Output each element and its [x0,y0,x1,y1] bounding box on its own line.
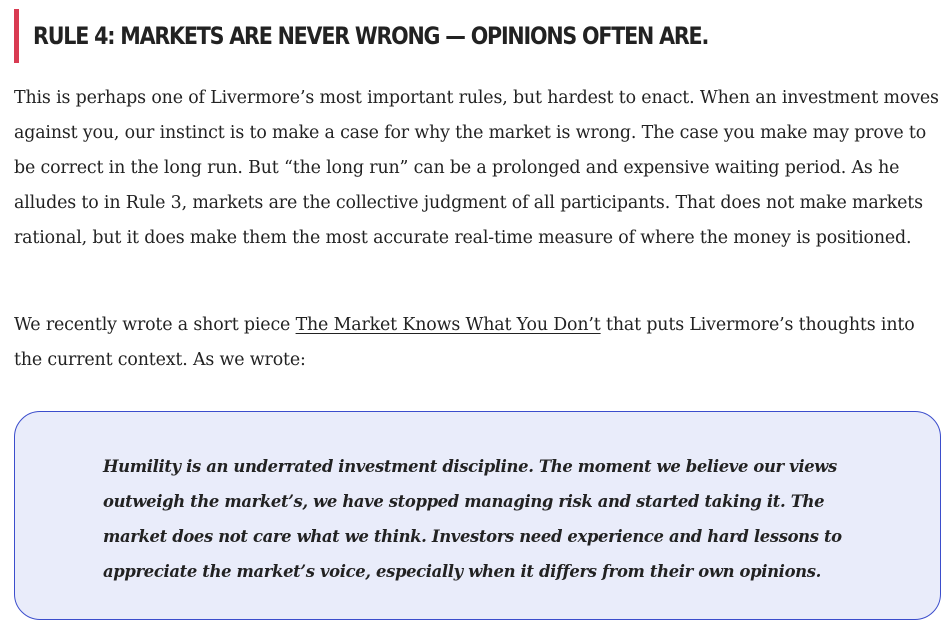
blockquote [14,411,941,620]
body-paragraph-2 [14,308,944,378]
section-heading-text: RULE 4: MARKETS ARE NEVER WRONG — OPINIONS OFTEN ARE. [33,22,709,50]
paragraph-2-intro: We recently wrote a short piece [14,315,296,335]
paragraph-2-outro: that puts Livermore’s thoughts into the current context. As we wrote: [14,315,915,370]
article-link[interactable]: The Market Knows What You Don’t [295,315,601,335]
body-paragraph-1: This is perhaps one of Livermore’s most important rules, but hardest to enact. When an investment moves against you, our instinct is to make a case for why the market is wrong. The case you make may prove to be correct in the long run. But “the long run” can be a prolonged and expensive waiting period. As he alludes to in Rule 3, markets are the collective judgment of all participants. That does not make markets rational, but it does make them the most accurate real-time measure of where the money is positioned. [14,88,939,248]
blockquote-text: Humility is an underrated investment discipline. The moment we believe our views outweigh the market’s, we have stopped managing risk and started taking it. The market does not care what we think. Investors need experience and hard lessons to appreciate the market’s voice, especially when it differs from their own opinions. [103,457,842,581]
section-heading [14,9,818,63]
